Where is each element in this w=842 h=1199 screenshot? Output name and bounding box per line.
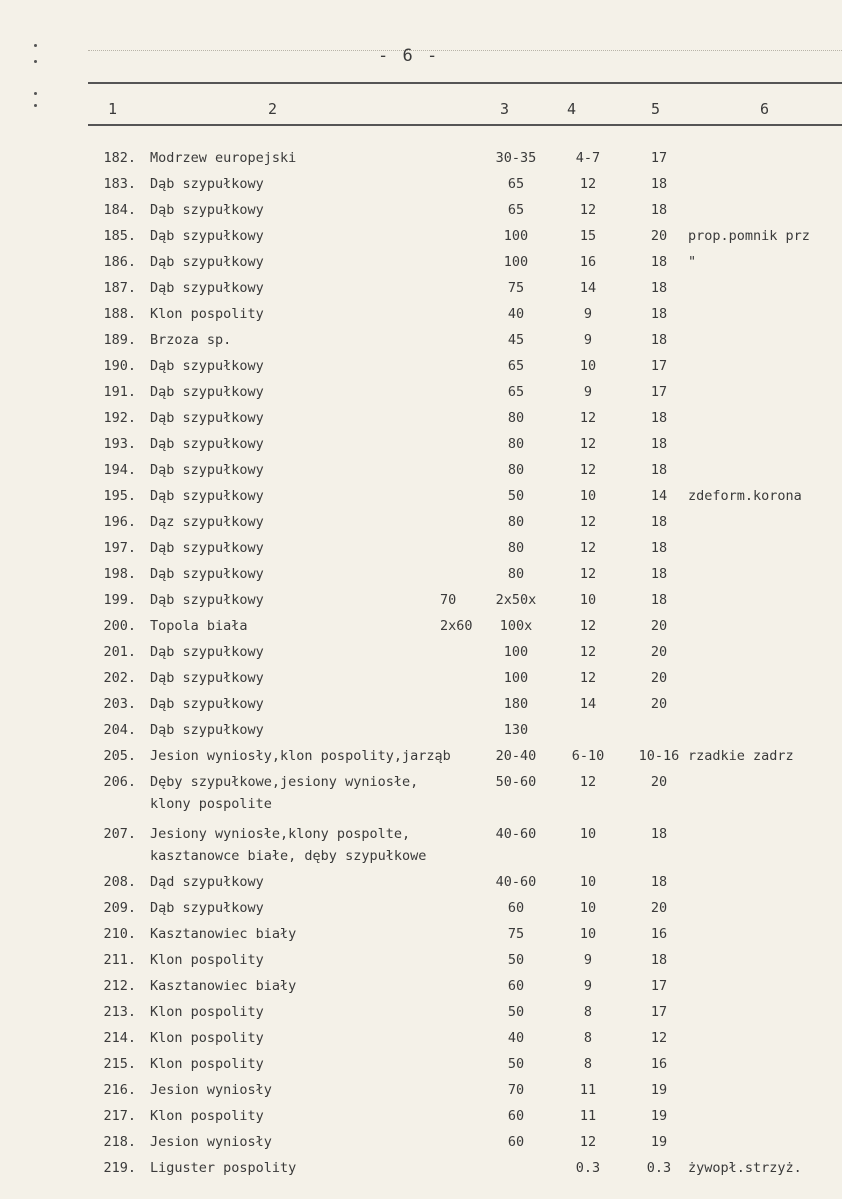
species-name: Dąb szypułkowy <box>150 592 264 608</box>
species-name: Klon pospolity <box>150 1108 264 1124</box>
value-col5: 20 <box>650 670 668 686</box>
value-col3: 60 <box>507 978 525 994</box>
value-col4: 12 <box>579 618 597 634</box>
value-col4: 12 <box>579 670 597 686</box>
row-number: 217. <box>103 1108 136 1124</box>
species-name: Dąb szypułkowy <box>150 176 264 192</box>
value-col4: 10 <box>579 358 597 374</box>
row-number: 182. <box>103 150 136 166</box>
species-name: Jesion wyniosły <box>150 1134 272 1150</box>
value-col3: 65 <box>507 358 525 374</box>
row-number: 197. <box>103 540 136 556</box>
value-col4: 12 <box>579 436 597 452</box>
species-name: Dąb szypułkowy <box>150 540 264 556</box>
column-header-4: 4 <box>567 100 577 118</box>
species-name: Kasztanowiec biały <box>150 978 297 994</box>
value-col5: 18 <box>650 436 668 452</box>
table-row <box>0 202 842 228</box>
row-number: 184. <box>103 202 136 218</box>
row-number: 185. <box>103 228 136 244</box>
value-col4: 9 <box>583 306 593 322</box>
table-row <box>0 358 842 384</box>
value-col3: 130 <box>503 722 529 738</box>
table-row <box>0 488 842 514</box>
value-col5: 18 <box>650 306 668 322</box>
species-name: Klon pospolity <box>150 306 264 322</box>
value-col4: 9 <box>583 332 593 348</box>
table-row <box>0 1082 842 1108</box>
species-name: Dąb szypułkowy <box>150 358 264 374</box>
table-row <box>0 306 842 332</box>
row-number: 209. <box>103 900 136 916</box>
value-col3: 80 <box>507 514 525 530</box>
value-col3: 100 <box>503 228 529 244</box>
table-row <box>0 618 842 644</box>
value-col3: 2x50x <box>495 592 537 608</box>
species-name: Klon pospolity <box>150 1004 264 1020</box>
value-col5: 20 <box>650 644 668 660</box>
value-col4: 12 <box>579 514 597 530</box>
species-name: Dąb szypułkowy <box>150 228 264 244</box>
table-row <box>0 514 842 540</box>
value-col3: 60 <box>507 1108 525 1124</box>
species-name: Dęby szypułkowe,jesiony wyniosłe, <box>150 774 419 790</box>
value-col5: 18 <box>650 826 668 842</box>
value-col4: 10 <box>579 900 597 916</box>
row-number: 199. <box>103 592 136 608</box>
value-col5: 16 <box>650 926 668 942</box>
value-col3: 80 <box>507 540 525 556</box>
species-name: Kasztanowiec biały <box>150 926 297 942</box>
value-col5: 18 <box>650 254 668 270</box>
value-col3: 80 <box>507 436 525 452</box>
value-col5: 20 <box>650 774 668 790</box>
species-name: Klon pospolity <box>150 952 264 968</box>
table-row <box>0 978 842 1004</box>
table-row <box>0 410 842 436</box>
species-name: Dąb szypułkowy <box>150 462 264 478</box>
value-col4: 0.3 <box>575 1160 601 1176</box>
table-row <box>0 1056 842 1082</box>
species-name: Klon pospolity <box>150 1030 264 1046</box>
species-name: Jesion wyniosły <box>150 1082 272 1098</box>
row-number: 206. <box>103 774 136 790</box>
row-number: 200. <box>103 618 136 634</box>
value-col5: 20 <box>650 900 668 916</box>
table-row <box>0 254 842 280</box>
value-col5: 19 <box>650 1134 668 1150</box>
value-col4: 10 <box>579 488 597 504</box>
table-row <box>0 384 842 410</box>
value-col3: 30-35 <box>495 150 537 166</box>
species-name: Jesion wyniosły,klon pospolity,jarząb <box>150 748 451 764</box>
row-number: 193. <box>103 436 136 452</box>
species-name: Brzoza sp. <box>150 332 232 348</box>
remarks: rzadkie zadrz <box>688 748 794 764</box>
table-row <box>0 228 842 254</box>
value-col3: 60 <box>507 1134 525 1150</box>
species-name: Topola biała <box>150 618 248 634</box>
species-name: Dąb szypułkowy <box>150 670 264 686</box>
row-number: 213. <box>103 1004 136 1020</box>
value-col5: 18 <box>650 592 668 608</box>
table-row <box>0 436 842 462</box>
row-number: 188. <box>103 306 136 322</box>
column-header-1: 1 <box>108 100 118 118</box>
table-row <box>0 874 842 900</box>
value-col4: 10 <box>579 926 597 942</box>
column-header-3: 3 <box>500 100 510 118</box>
table-row <box>0 462 842 488</box>
row-number: 219. <box>103 1160 136 1176</box>
value-col5: 17 <box>650 150 668 166</box>
value-col5: 18 <box>650 410 668 426</box>
table-row <box>0 280 842 306</box>
value-col4: 11 <box>579 1108 597 1124</box>
species-name: Modrzew europejski <box>150 150 297 166</box>
value-col4: 9 <box>583 978 593 994</box>
value-col4: 9 <box>583 952 593 968</box>
species-name: Dąb szypułkowy <box>150 488 264 504</box>
row-number: 189. <box>103 332 136 348</box>
row-number: 195. <box>103 488 136 504</box>
value-col3: 100 <box>503 670 529 686</box>
value-col4: 12 <box>579 410 597 426</box>
species-name: Liguster pospolity <box>150 1160 297 1176</box>
value-col5: 18 <box>650 462 668 478</box>
value-col5: 20 <box>650 228 668 244</box>
value-col3: 50 <box>507 488 525 504</box>
value-col5: 16 <box>650 1056 668 1072</box>
value-col5: 18 <box>650 566 668 582</box>
row-number: 198. <box>103 566 136 582</box>
species-name: Dąb szypułkowy <box>150 644 264 660</box>
remarks: " <box>688 254 697 270</box>
row-number: 194. <box>103 462 136 478</box>
table-row <box>0 696 842 722</box>
species-name: Dąz szypułkowy <box>150 514 264 530</box>
table-row <box>0 952 842 978</box>
table-row <box>0 1030 842 1056</box>
value-col4: 12 <box>579 540 597 556</box>
row-number: 207. <box>103 826 136 842</box>
value-col3: 50-60 <box>495 774 537 790</box>
value-col3: 50 <box>507 1004 525 1020</box>
column-header-2: 2 <box>268 100 278 118</box>
species-name: Dąb szypułkowy <box>150 722 264 738</box>
table-row <box>0 926 842 952</box>
table-row <box>0 1004 842 1030</box>
value-col4: 16 <box>579 254 597 270</box>
value-col3: 65 <box>507 384 525 400</box>
value-col4: 15 <box>579 228 597 244</box>
value-col5: 18 <box>650 176 668 192</box>
table-row <box>0 900 842 926</box>
value-col3: 45 <box>507 332 525 348</box>
value-col5: 18 <box>650 202 668 218</box>
table-row <box>0 644 842 670</box>
species-name: klony pospolite <box>150 796 272 812</box>
value-col3: 100 <box>503 254 529 270</box>
row-number: 216. <box>103 1082 136 1098</box>
value-col4: 12 <box>579 462 597 478</box>
row-number: 201. <box>103 644 136 660</box>
value-col4: 14 <box>579 696 597 712</box>
value-col3: 80 <box>507 462 525 478</box>
value-col3: 70 <box>507 1082 525 1098</box>
value-col3-prefix: 70 <box>440 592 457 608</box>
value-col4: 12 <box>579 774 597 790</box>
species-name: Dąb szypułkowy <box>150 900 264 916</box>
species-name: Dąb szypułkowy <box>150 254 264 270</box>
table-row <box>0 796 842 822</box>
value-col5: 18 <box>650 952 668 968</box>
value-col5: 17 <box>650 978 668 994</box>
value-col4: 10 <box>579 874 597 890</box>
table-row <box>0 176 842 202</box>
table-row <box>0 150 842 176</box>
value-col3: 40-60 <box>495 826 537 842</box>
value-col4: 8 <box>583 1004 593 1020</box>
value-col5: 19 <box>650 1108 668 1124</box>
value-col5: 18 <box>650 514 668 530</box>
species-name: kasztanowce białe, dęby szypułkowe <box>150 848 427 864</box>
value-col5: 10-16 <box>638 748 680 764</box>
species-name: Dąb szypułkowy <box>150 384 264 400</box>
species-name: Jesiony wyniosłe,klony pospolte, <box>150 826 411 842</box>
row-number: 211. <box>103 952 136 968</box>
row-number: 203. <box>103 696 136 712</box>
value-col3: 65 <box>507 202 525 218</box>
value-col4: 6-10 <box>571 748 605 764</box>
value-col3: 100x <box>499 618 533 634</box>
column-header-6: 6 <box>760 100 770 118</box>
species-name: Dąb szypułkowy <box>150 436 264 452</box>
value-col5: 18 <box>650 874 668 890</box>
row-number: 204. <box>103 722 136 738</box>
value-col3: 40 <box>507 306 525 322</box>
species-name: Klon pospolity <box>150 1056 264 1072</box>
value-col4: 14 <box>579 280 597 296</box>
value-col4: 10 <box>579 592 597 608</box>
value-col5: 12 <box>650 1030 668 1046</box>
value-col3: 180 <box>503 696 529 712</box>
value-col3: 20-40 <box>495 748 537 764</box>
row-number: 205. <box>103 748 136 764</box>
row-number: 191. <box>103 384 136 400</box>
table-row <box>0 540 842 566</box>
row-number: 196. <box>103 514 136 530</box>
value-col3: 40-60 <box>495 874 537 890</box>
row-number: 192. <box>103 410 136 426</box>
value-col5: 20 <box>650 696 668 712</box>
row-number: 218. <box>103 1134 136 1150</box>
value-col3: 40 <box>507 1030 525 1046</box>
species-name: Dąb szypułkowy <box>150 202 264 218</box>
value-col5: 18 <box>650 540 668 556</box>
species-name: Dąb szypułkowy <box>150 280 264 296</box>
species-name: Dąb szypułkowy <box>150 566 264 582</box>
species-name: Dąd szypułkowy <box>150 874 264 890</box>
value-col3: 80 <box>507 566 525 582</box>
value-col3: 100 <box>503 644 529 660</box>
table-row <box>0 1108 842 1134</box>
value-col4: 12 <box>579 644 597 660</box>
value-col3-prefix: 2x60 <box>440 618 473 634</box>
remarks: zdeform.korona <box>688 488 802 504</box>
value-col5: 19 <box>650 1082 668 1098</box>
value-col3: 75 <box>507 280 525 296</box>
value-col4: 12 <box>579 1134 597 1150</box>
value-col4: 9 <box>583 384 593 400</box>
column-header-5: 5 <box>651 100 661 118</box>
value-col3: 65 <box>507 176 525 192</box>
row-number: 190. <box>103 358 136 374</box>
value-col3: 50 <box>507 952 525 968</box>
page-number: - 6 - <box>378 46 440 66</box>
row-number: 183. <box>103 176 136 192</box>
value-col4: 10 <box>579 826 597 842</box>
value-col4: 4-7 <box>575 150 601 166</box>
species-name: Dąb szypułkowy <box>150 410 264 426</box>
row-number: 187. <box>103 280 136 296</box>
value-col5: 18 <box>650 280 668 296</box>
row-number: 212. <box>103 978 136 994</box>
value-col4: 8 <box>583 1056 593 1072</box>
value-col5: 17 <box>650 384 668 400</box>
row-number: 186. <box>103 254 136 270</box>
table-row <box>0 592 842 618</box>
value-col5: 20 <box>650 618 668 634</box>
value-col3: 75 <box>507 926 525 942</box>
value-col3: 50 <box>507 1056 525 1072</box>
row-number: 210. <box>103 926 136 942</box>
value-col4: 8 <box>583 1030 593 1046</box>
row-number: 202. <box>103 670 136 686</box>
species-name: Dąb szypułkowy <box>150 696 264 712</box>
value-col3: 80 <box>507 410 525 426</box>
value-col5: 18 <box>650 332 668 348</box>
remarks: żywopł.strzyż. <box>688 1160 802 1176</box>
table-row <box>0 566 842 592</box>
table-row <box>0 1160 842 1186</box>
table-row <box>0 1134 842 1160</box>
row-number: 215. <box>103 1056 136 1072</box>
value-col5: 17 <box>650 1004 668 1020</box>
table-row <box>0 332 842 358</box>
remarks: prop.pomnik prz <box>688 228 810 244</box>
row-number: 208. <box>103 874 136 890</box>
value-col3: 60 <box>507 900 525 916</box>
value-col5: 14 <box>650 488 668 504</box>
value-col4: 11 <box>579 1082 597 1098</box>
table-row <box>0 848 842 874</box>
value-col4: 12 <box>579 176 597 192</box>
table-row <box>0 748 842 774</box>
table-row <box>0 722 842 748</box>
value-col4: 12 <box>579 566 597 582</box>
row-number: 214. <box>103 1030 136 1046</box>
value-col5: 0.3 <box>646 1160 672 1176</box>
table-row <box>0 670 842 696</box>
value-col5: 17 <box>650 358 668 374</box>
value-col4: 12 <box>579 202 597 218</box>
